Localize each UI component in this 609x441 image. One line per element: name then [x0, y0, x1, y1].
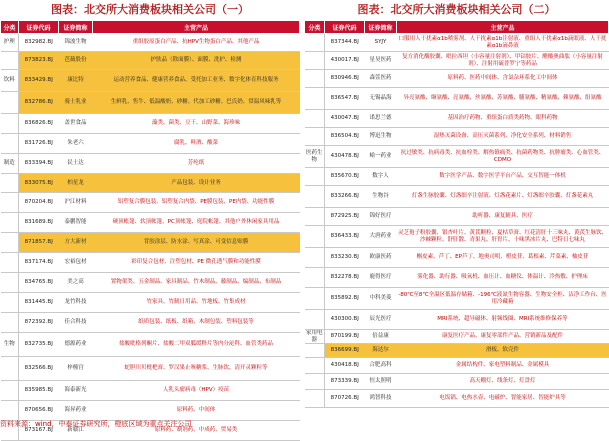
- category-cell: [1, 114, 19, 134]
- table-row: [1, 253, 300, 273]
- category-cell: 家用电器: [305, 330, 323, 343]
- security-code-cell: 871857.BJ: [19, 233, 59, 253]
- main-products-cell: 康复医疗产品、康复零部件产品、营销新品及配件: [397, 330, 609, 344]
- security-name-cell: 骑士乳业: [59, 92, 93, 114]
- table-row: [1, 92, 300, 114]
- table-row: [305, 88, 609, 110]
- security-code-cell: 873339.BJ: [325, 374, 365, 390]
- category-cell: [305, 344, 325, 358]
- category-cell: [1, 92, 19, 114]
- category-cell: [305, 310, 325, 330]
- main-products-cell: 灯盏生脉胶囊、灯盏细辛注射液、灯盏花素片、灯盏细辛胶囊、灯盏花素丸: [397, 186, 609, 208]
- category-cell: [305, 208, 325, 226]
- security-name-cell: 峆一药业: [365, 146, 397, 168]
- table-row: [305, 34, 609, 52]
- security-name-cell: 民士达: [59, 154, 93, 174]
- main-products-cell: 湿热灭菌设备、高压灭菌系列、净化安全系列、材料销售: [397, 128, 609, 146]
- main-products-cell: 竹家具、竹制日用品、竹地板、竹集成材: [93, 293, 300, 313]
- table-row: [1, 293, 300, 313]
- security-code-cell: 835670.BJ: [325, 168, 365, 186]
- security-name-cell: 德源药业: [59, 333, 93, 357]
- header-code: 证券代码: [325, 21, 365, 34]
- security-name-cell: 梓橦宫: [59, 357, 93, 381]
- table-row: [1, 193, 300, 213]
- security-code-cell: 430047.BJ: [325, 110, 365, 128]
- category-cell: [1, 233, 19, 253]
- security-name-cell: 美之高: [59, 273, 93, 293]
- header-name: 证券简称: [59, 21, 93, 34]
- main-products-cell: 纸质包装、纸板、纸箱、木制包装、塑料包装等: [93, 313, 300, 333]
- main-products-cell: 助听器、康复辅具、医疗: [397, 208, 609, 226]
- table-row: [305, 70, 609, 88]
- category-cell: [1, 357, 19, 381]
- table-row: [305, 268, 609, 288]
- security-code-cell: 831445.BJ: [19, 293, 59, 313]
- table-row: [305, 310, 609, 330]
- security-code-cell: 870204.BJ: [19, 193, 59, 213]
- security-code-cell: 870726.BJ: [325, 390, 365, 408]
- security-name-cell: 鸿智科技: [365, 390, 397, 408]
- table-row: [1, 313, 300, 333]
- category-cell: [305, 358, 325, 374]
- source-note: 资料来源：wind，中泰证券研究所，橙底区域为重点关注公司: [0, 420, 192, 428]
- table-row: [1, 233, 300, 253]
- category-cell: [305, 390, 325, 408]
- table-row: [1, 134, 300, 154]
- category-cell: [1, 313, 19, 333]
- table-row: [1, 273, 300, 293]
- main-products-cell: 藻类、菌类、豆干、山野菜、海珍味: [93, 114, 300, 134]
- security-name-cell: 森萱医药: [365, 70, 397, 88]
- main-products-cell: 数字医学产品、数字医学平台产品、交互智能一体机: [397, 168, 609, 186]
- left-table-panel: [0, 0, 300, 441]
- category-cell: [305, 226, 325, 248]
- main-products-cell: 芳纶纸: [93, 154, 300, 174]
- security-code-cell: 870199.BJ: [325, 330, 365, 344]
- security-code-cell: 834765.BJ: [19, 273, 59, 293]
- table-row: [305, 358, 609, 374]
- security-name-cell: 倍益康: [365, 330, 397, 344]
- security-code-cell: 831689.BJ: [19, 213, 59, 233]
- security-code-cell: 430418.BJ: [325, 358, 365, 374]
- main-products-cell: 运动营养食品、健康营养食品、受托加工业务、数字化体育科技服务: [93, 70, 300, 92]
- category-cell: 生物: [1, 333, 19, 357]
- security-code-cell: 833394.BJ: [19, 154, 59, 174]
- security-code-cell: 833230.BJ: [325, 248, 365, 268]
- security-code-cell: 872392.BJ: [19, 313, 59, 333]
- main-products-cell: -80℃至8℃全温区低温存储箱、-196℃液氮生物容器、生物安全柜、洁净工作台、医用冷藏箱: [397, 288, 609, 310]
- security-code-cell: 837174.BJ: [19, 253, 59, 273]
- security-code-cell: 872925.BJ: [325, 208, 365, 226]
- table-row: [1, 174, 300, 193]
- category-cell: [1, 401, 19, 421]
- security-code-cell: 873167.BJ: [19, 421, 59, 441]
- security-name-cell: 锦好医疗: [365, 208, 397, 226]
- security-name-cell: 柏星龙: [59, 174, 93, 193]
- table-row: [305, 110, 609, 128]
- security-name-cell: 海昇药业: [59, 401, 93, 421]
- security-code-cell: 836433.BJ: [325, 226, 365, 248]
- security-code-cell: 833075.BJ: [19, 174, 59, 193]
- security-name-cell: 欧康医药: [365, 248, 397, 268]
- main-products-cell: 置物架类、五金制品、家具制品、竹木制品、藤制品、编制品、布制品: [93, 273, 300, 293]
- security-code-cell: 830946.BJ: [325, 70, 365, 88]
- security-name-cell: 鹿得医疗: [365, 268, 397, 288]
- category-cell: [1, 134, 19, 154]
- main-products-cell: 彩印复合包材、注塑包材、PE 微孔透气膜和功能性膜: [93, 253, 300, 273]
- left-company-table: [0, 20, 300, 441]
- table-row: [1, 357, 300, 381]
- category-cell: [305, 168, 325, 186]
- main-products-cell: 铝塑复合膜包装、铝塑复合内袋、PE膜包装、PE内袋、功能性膜: [93, 193, 300, 213]
- category-cell: [1, 293, 19, 313]
- security-code-cell: 832566.BJ: [19, 357, 59, 381]
- main-products-cell: 原料药、制剂药、中成药、贸易类: [93, 421, 300, 441]
- table-row: [305, 248, 609, 268]
- security-code-cell: 833266.BJ: [325, 186, 365, 208]
- main-products-cell: 异亮氨酸、缬氨酸、亮氨酸、丝氨酸、苏氨酸、脯氨酸、精氨酸、赖氨酸、组氨酸: [397, 88, 609, 110]
- category-cell: 制造: [1, 154, 19, 174]
- security-code-cell: 430300.BJ: [325, 310, 365, 330]
- table-row: [1, 333, 300, 357]
- security-name-cell: 辰光医疗: [365, 310, 397, 330]
- category-cell: [305, 110, 325, 128]
- security-name-cell: 龙竹科技: [59, 293, 93, 313]
- main-products-cell: MRI系统、超导磁体、射频线圈、MRI系统维修保养等: [397, 310, 609, 330]
- category-cell: [1, 52, 19, 70]
- table-row: [305, 344, 609, 358]
- table-row: [305, 330, 609, 344]
- right-table-panel: [304, 0, 609, 408]
- main-products-cell: 背胶涂层、防水涂、写真涂、可变信息贴膜: [93, 233, 300, 253]
- security-name-cell: 无锡晶海: [365, 88, 397, 110]
- main-products-cell: 生鲜乳、售牛、低温酸奶、砂糖、代加工砂糖、巴氏奶、常温风味乳等: [93, 92, 300, 114]
- category-cell: [1, 193, 19, 213]
- main-products-cell: 高天棚灯、线条灯、灯盘灯: [397, 374, 609, 390]
- right-header-row: [305, 21, 609, 34]
- security-code-cell: 836504.BJ: [325, 128, 365, 146]
- security-name-cell: 海泰新光: [59, 381, 93, 401]
- security-name-cell: 生物谷: [365, 186, 397, 208]
- table-row: [1, 381, 300, 401]
- table-row: [305, 128, 609, 146]
- category-cell: [305, 70, 325, 88]
- table-row: [1, 154, 300, 174]
- security-code-cell: 870656.BJ: [19, 401, 59, 421]
- main-products-cell: 盐酸吡格列酮片、盐酸二甲双胍缓释片等内分泌科、血管类药品: [93, 333, 300, 357]
- category-cell: [305, 88, 325, 110]
- left-table-title: 图表：北交所大消费板块相关公司（一）: [51, 3, 249, 16]
- table-row: [1, 52, 300, 70]
- security-name-cell: 星昊医药: [365, 52, 397, 70]
- category-cell: [1, 273, 19, 293]
- table-row: [305, 168, 609, 186]
- security-name-cell: 朱老六: [59, 134, 93, 154]
- main-products-cell: 电饭锅、电热水壶、电磁炉、智能家居、智能炉具等: [397, 390, 609, 408]
- security-name-cell: 康比特: [59, 70, 93, 92]
- security-code-cell: 873823.BJ: [19, 52, 59, 70]
- main-products-cell: 金属结构件、家电塑料制品、金属模具: [397, 358, 609, 374]
- security-code-cell: 836547.BJ: [325, 88, 365, 110]
- right-table-body: [305, 34, 609, 408]
- header-category: 分类: [305, 21, 325, 34]
- security-name-cell: 沪江材料: [59, 193, 93, 213]
- security-name-cell: 数字人: [365, 168, 397, 186]
- security-code-cell: 836826.BJ: [19, 114, 59, 134]
- security-name-cell: 新赣江: [59, 421, 93, 441]
- security-name-cell: 海达尔: [365, 344, 397, 358]
- category-cell: [305, 288, 325, 310]
- main-products-cell: 重组胶原蛋白产品、抗HPV生物蛋白产品、其他产品: [93, 34, 300, 52]
- table-row: [305, 186, 609, 208]
- security-name-cell: 博迅生物: [365, 128, 397, 146]
- main-products-cell: 人乳头瘤病毒（HPV）疫苗: [93, 381, 300, 401]
- header-products: 主营产品: [93, 21, 300, 34]
- security-code-cell: 430478.BJ: [325, 146, 365, 168]
- table-row: [1, 70, 300, 92]
- table-row: [305, 288, 609, 310]
- category-cell: [1, 253, 19, 273]
- main-products-cell: 雾化器、助行器、吸氧机、血压计、血糖仪、体温计、冷热敷、护理床: [397, 268, 609, 288]
- security-code-cell: 837344.BJ: [325, 34, 365, 52]
- left-table-body: [1, 34, 300, 441]
- security-name-cell: SYJY: [365, 34, 397, 52]
- main-products-cell: 硬顶帐篷、软顶帐篷、PC顶帐篷、庭院帐篷、其他户外休闲家具用品: [93, 213, 300, 233]
- table-row: [305, 146, 609, 168]
- security-name-cell: 盖世食品: [59, 114, 93, 134]
- main-products-cell: 抗过敏类、抗病毒类、抗血栓类、解热镇痛类、抗菌药物类、抗肿瘤类、心血管类、CDMO: [397, 146, 609, 168]
- left-header-row: [1, 21, 300, 34]
- main-products-cell: 产品包装、设计业务: [93, 174, 300, 193]
- category-cell: [305, 128, 325, 146]
- main-products-cell: 灵芝孢子粉胶囊、银杏叶片、黄芪颗粒、夏枯草膏、红花清肝十三味丸、黄芪生脉饮、沙棘颗粒、舒肝散、青果丸、肝胃片、十味黑冰片丸、巴特日七味丸: [397, 226, 609, 248]
- security-name-cell: 宏裕包材: [59, 253, 93, 273]
- category-cell: [1, 381, 19, 401]
- main-products-cell: 原料药、医药中间体、含氯杂环系化工中间体: [397, 70, 609, 88]
- category-cell: [305, 374, 325, 390]
- right-company-table: [304, 20, 609, 408]
- category-cell: 医药生物: [305, 146, 325, 168]
- security-code-cell: 835985.BJ: [19, 381, 59, 401]
- security-name-cell: 大唐药业: [365, 226, 397, 248]
- table-row: [1, 34, 300, 52]
- main-products-cell: 滑板、软壳件: [397, 344, 609, 358]
- security-name-cell: 方大新材: [59, 233, 93, 253]
- security-name-cell: 芭薇股份: [59, 52, 93, 70]
- category-cell: [305, 268, 325, 288]
- security-name-cell: 锦波生物: [59, 34, 93, 52]
- security-code-cell: 430017.BJ: [325, 52, 365, 70]
- right-table-title: 图表：北交所大消费板块相关公司（二）: [357, 3, 556, 16]
- security-code-cell: 832982.BJ: [19, 34, 59, 52]
- security-name-cell: 诺思兰德: [365, 110, 397, 128]
- table-row: [305, 374, 609, 390]
- table-row: [1, 213, 300, 233]
- category-cell: [305, 186, 325, 208]
- main-products-cell: 槲皮素、芦丁、EP芦丁、地奥司明、橙皮苷、葛根素、芹菜素、柚皮苷: [397, 248, 609, 268]
- table-row: [305, 208, 609, 226]
- security-name-cell: 泰鹏智能: [59, 213, 93, 233]
- table-row: [1, 401, 300, 421]
- header-category: 分类: [1, 21, 19, 34]
- table-row: [305, 52, 609, 70]
- main-products-cell: 复方消化酶胶囊、吡拉西坦（小容量注射剂）、甲钴胺片、醋酸奥曲肽（小容量注射剂）、注射用硫普罗宁等药品: [397, 52, 609, 70]
- security-code-cell: 833429.BJ: [19, 70, 59, 92]
- security-name-cell: 合肥高科: [365, 358, 397, 374]
- category-cell: 护理: [1, 34, 19, 52]
- table-row: [1, 114, 300, 134]
- table-row: [305, 226, 609, 248]
- main-products-cell: 基因治疗药物、重组蛋白质类药物、眼科药物: [397, 110, 609, 128]
- header-name: 证券简称: [365, 21, 397, 34]
- category-cell: [305, 34, 325, 52]
- category-cell: [305, 248, 325, 268]
- category-cell: [305, 52, 325, 70]
- category-cell: [1, 174, 19, 193]
- security-code-cell: 831726.BJ: [19, 134, 59, 154]
- security-code-cell: 836699.BJ: [325, 344, 365, 358]
- security-code-cell: 832278.BJ: [325, 268, 365, 288]
- header-products: 主营产品: [397, 21, 609, 34]
- main-products-cell: 腐乳、料酒、酸菜: [93, 134, 300, 154]
- security-name-cell: 恒太照明: [365, 374, 397, 390]
- security-code-cell: 832786.BJ: [19, 92, 59, 114]
- table-row: [305, 390, 609, 408]
- security-name-cell: 中科美菱: [365, 288, 397, 310]
- main-products-cell: 原料药、中间体: [93, 401, 300, 421]
- security-code-cell: 832735.BJ: [19, 333, 59, 357]
- main-products-cell: 口服用人干扰素α1b喷雾剂、人干扰素α1b注射液、重组人干扰素α1b滴眼液、人干扰素α1b滴鼻液: [397, 34, 609, 52]
- security-code-cell: 835892.BJ: [325, 288, 365, 310]
- security-name-cell: 佳合科技: [59, 313, 93, 333]
- main-products-cell: 护肤品（除面膜）、面膜、洗护、检测: [93, 52, 300, 70]
- main-products-cell: 蛇胆川贝枇杷膏、罗汉果止咳糖浆、生脉饮、清开灵颗粒等: [93, 357, 300, 381]
- category-cell: 饮料: [1, 70, 19, 92]
- category-cell: [1, 213, 19, 233]
- header-code: 证券代码: [19, 21, 59, 34]
